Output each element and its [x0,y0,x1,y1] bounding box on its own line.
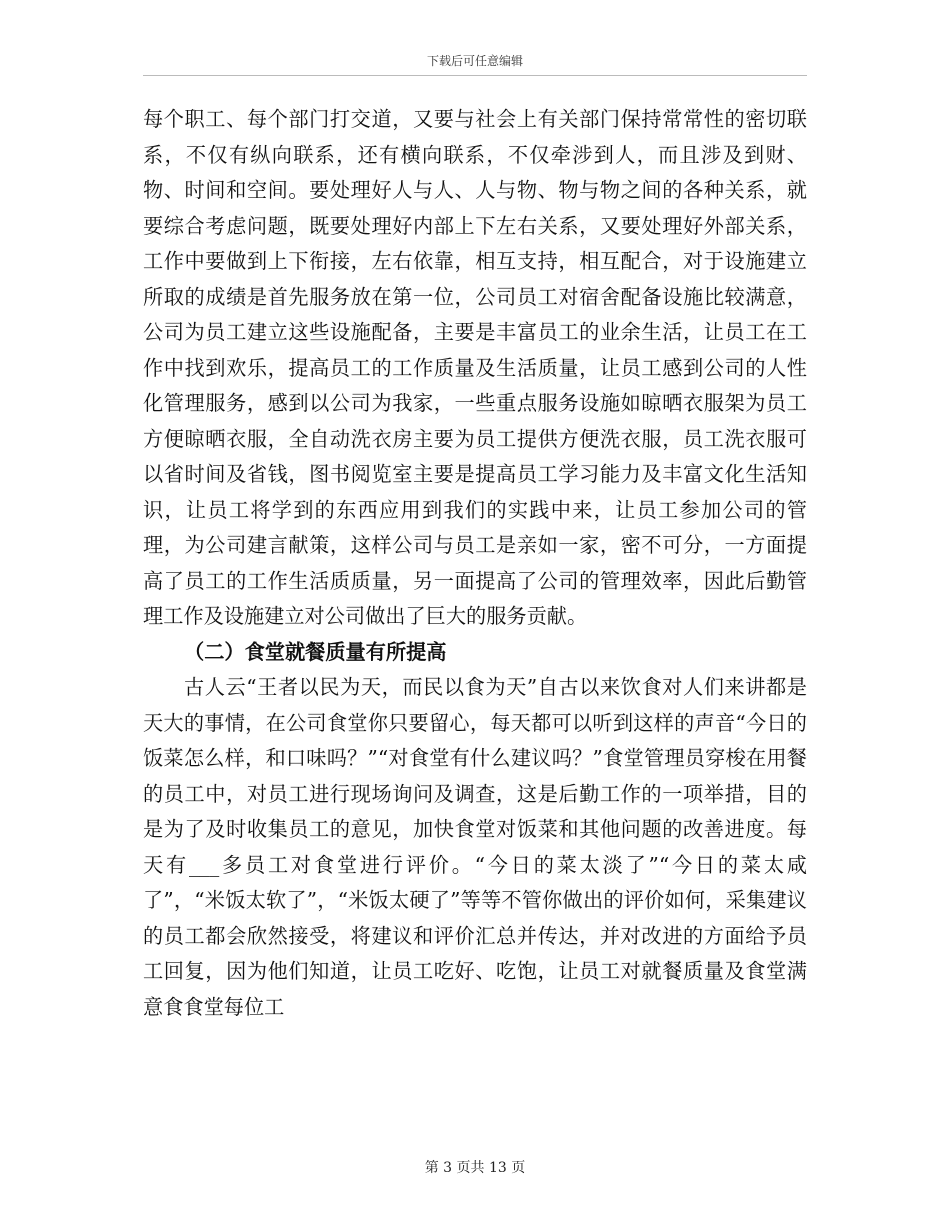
section-heading: （二）食堂就餐质量有所提高 [184,639,447,664]
body-paragraph: 古人云“王者以民为天，而民以食为天”自古以来饮食对人们来讲都是天大的事情，在公司食堂你只要留心，每天都可以听到这样的声音“今日的饭菜怎么样，和口味吗？”“对食堂有什么建议吗？”食堂管理员穿梭在用餐的员工中，对员工进行现场询问及调查，这是后勤工作的一项举措，目的是为了及时收集员工的意见，加快食堂对饭菜和其他问题的改善进度。每天有___多员工对食堂进行评价。“今日的菜太淡了”“今日的菜太咸了”，“米饭太软了”，“米饭太硬了”等等不管你做出的评价如何，采集建议的员工都会欣然接受，将建议和评价汇总并传达，并对改进的方面给予员工回复，因为他们知道，让员工吃好、吃饱，让员工对就餐质量及食堂满意食食堂每位工 [143,675,807,1019]
header-divider [143,75,807,76]
body-paragraph: 每个职工、每个部门打交道，又要与社会上有关部门保持常常性的密切联系，不仅有纵向联系，还有横向联系，不仅牵涉到人，而且涉及到财、物、时间和空间。要处理好人与人、人与物、物与物之间的各种关系，就要综合考虑问题，既要处理好内部上下左右关系，又要处理好外部关系，工作中要做到上下衔接，左右依靠，相互支持，相互配合，对于设施建立所取的成绩是首先服务放在第一位，公司员工对宿舍配备设施比较满意，公司为员工建立这些设施配备，主要是丰富员工的业余生活，让员工在工作中找到欢乐，提高员工的工作质量及生活质量，让员工感到公司的人性化管理服务，感到以公司为我家，一些重点服务设施如晾晒衣服架为员工方便晾晒衣服，全自动洗衣房主要为员工提供方便洗衣服，员工洗衣服可以省时间及省钱，图书阅览室主要是提高员工学习能力及丰富文化生活知识，让员工将学到的东西应用到我们的实践中来，让员工参加公司的管理，为公司建言献策，这样公司与员工是亲如一家，密不可分，一方面提高了员工的工作生活质质量，另一面提高了公司的管理效率，因此后勤管理工作及设施建立对公司做出了巨大的服务贡献。 [143,107,807,628]
document-body [143,102,807,1025]
page-footer: 第 3 页共 13 页 [424,1160,526,1176]
page-header: 下载后可任意编辑 [426,54,523,68]
